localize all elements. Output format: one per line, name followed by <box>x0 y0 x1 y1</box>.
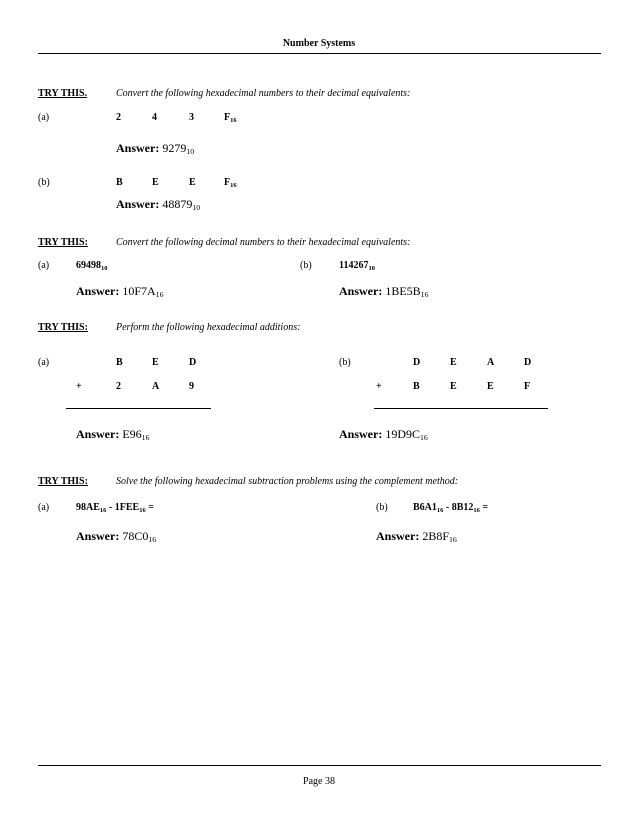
hex-digit: D <box>524 357 532 368</box>
hex-digit: E <box>189 177 196 188</box>
hex-digit: E <box>450 381 457 392</box>
footer-rule <box>38 765 601 766</box>
hex-digit: B <box>413 381 420 392</box>
hex-digit: E <box>487 381 494 392</box>
hex-digit: E <box>450 357 457 368</box>
page-title: Number Systems <box>282 38 356 49</box>
hex-digit: 3 <box>189 112 194 123</box>
hex-digit: E <box>152 357 159 368</box>
item-label: (a) <box>38 112 50 123</box>
hex-digit: B <box>116 177 123 188</box>
item-label: (a) <box>38 502 50 513</box>
item-label: (b) <box>38 177 50 188</box>
hex-digit: D <box>413 357 421 368</box>
page-number: Page 38 <box>303 776 335 787</box>
item-label: (a) <box>38 260 50 271</box>
hex-digit: F <box>524 381 531 392</box>
hex-digit: 2 <box>116 381 121 392</box>
hex-digit: D <box>189 357 197 368</box>
hex-digit: E <box>152 177 159 188</box>
hex-digit: A <box>152 381 160 392</box>
subtraction-problem: $98AE_{16} - 1FEE_{16}$ = <box>76 502 154 514</box>
item-label: (b) <box>300 260 312 271</box>
plus-sign: + <box>376 381 382 392</box>
answer: Answer: $78C0_{16}$ <box>76 529 157 544</box>
header-rule <box>38 53 601 54</box>
subtraction-problem: $B6A1_{16} - 8B12_{16}$ = <box>413 502 489 514</box>
answer: Answer: $1BE5B_{16}$ <box>339 284 429 299</box>
answer: Answer: $9279_{10}$ <box>116 141 195 156</box>
answer: Answer: $10F7A_{16}$ <box>76 284 164 299</box>
hex-digit: 9 <box>189 381 194 392</box>
hex-digit: 4 <box>152 112 157 123</box>
answer: Answer: $2B8F_{16}$ <box>376 529 457 544</box>
try-this-label: TRY THIS. <box>38 88 88 99</box>
hex-digit-with-base: $F_{16}$ <box>224 112 237 124</box>
try-this-label: TRY THIS: <box>38 476 88 487</box>
sum-rule <box>66 408 211 409</box>
hex-digit: 2 <box>116 112 121 123</box>
item-label: (b) <box>376 502 388 513</box>
instruction-text: Convert the following hexadecimal numbers to their decimal equivalents: <box>116 88 411 99</box>
answer: Answer: $19D9C_{16}$ <box>339 427 428 442</box>
sum-rule <box>374 408 548 409</box>
instruction-text: Convert the following decimal numbers to their hexadecimal equivalents: <box>116 237 411 248</box>
answer: Answer: $48879_{10}$ <box>116 197 201 212</box>
instruction-text: Perform the following hexadecimal additions: <box>116 322 301 333</box>
try-this-label: TRY THIS: <box>38 322 88 333</box>
decimal-number: $114267_{10}$ <box>339 260 375 272</box>
hex-digit-with-base: $F_{16}$ <box>224 177 237 189</box>
item-label: (a) <box>38 357 50 368</box>
instruction-text: Solve the following hexadecimal subtraction problems using the complement method: <box>116 476 459 487</box>
hex-digit: B <box>116 357 123 368</box>
answer: Answer: $E96_{16}$ <box>76 427 150 442</box>
decimal-number: $69498_{10}$ <box>76 260 108 272</box>
try-this-label: TRY THIS: <box>38 237 88 248</box>
item-label: (b) <box>339 357 351 368</box>
hex-digit: A <box>487 357 495 368</box>
plus-sign: + <box>76 381 82 392</box>
